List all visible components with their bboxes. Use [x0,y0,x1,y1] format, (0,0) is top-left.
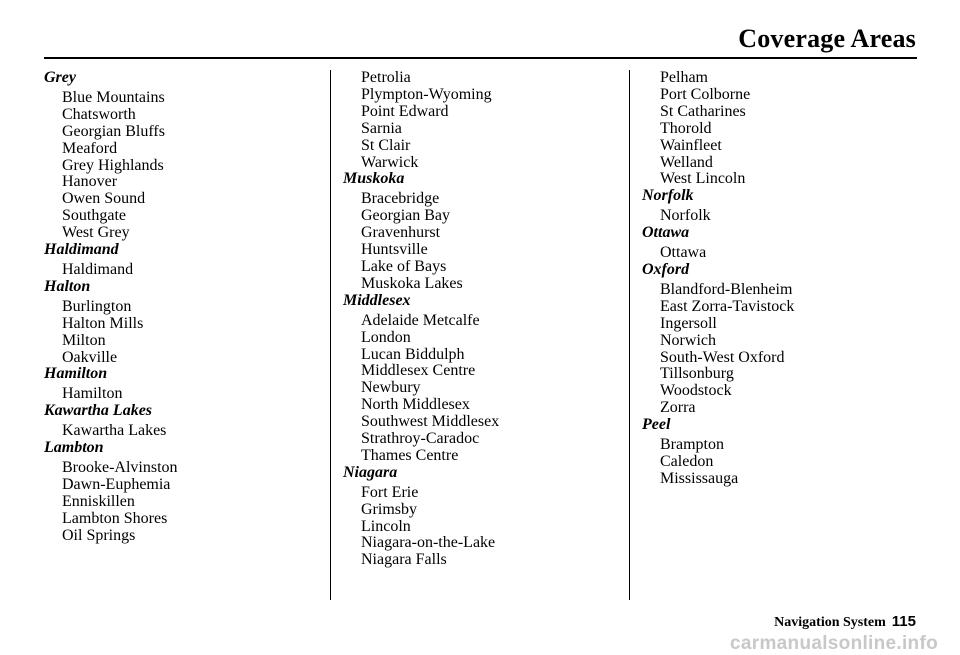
town-item: Georgian Bluffs [62,122,165,140]
town-item: Blandford-Blenheim [660,280,793,298]
region-group [44,279,314,367]
town-item: Fort Erie [361,483,419,501]
town-item: Plympton-Wyoming [361,85,492,103]
town-item: South-West Oxford [660,348,785,366]
town-item: Dawn-Euphemia [62,475,171,493]
town-list [44,299,314,367]
town-list [642,208,912,225]
region-heading: Hamilton [44,365,108,383]
town-item: Lambton Shores [62,509,168,527]
town-list [44,460,314,545]
town-item: Hamilton [62,385,123,403]
town-item: Lincoln [361,517,411,535]
town-list [44,262,314,279]
column-divider [330,70,331,600]
region-group [44,366,314,403]
town-item: Halton Mills [62,314,144,332]
town-list [642,70,912,188]
region-heading: Oxford [642,260,690,278]
town-item: Oakville [62,348,118,366]
town-item: Thorold [660,119,712,137]
town-item: Point Edward [361,102,449,120]
region-group [44,440,314,544]
town-item: London [361,328,411,346]
region-group [642,417,912,488]
town-item: Niagara Falls [361,551,447,569]
footer-label: Navigation System [774,615,886,630]
town-item: Georgian Bay [361,207,451,225]
page-footer [774,613,916,631]
town-item: West Grey [62,224,130,242]
region-heading: Middlesex [343,291,411,309]
region-group [642,70,912,188]
town-item: Thames Centre [361,446,459,464]
town-item: Brampton [660,436,724,454]
town-item: Enniskillen [62,492,135,510]
town-list [642,437,912,488]
town-item: Blue Mountains [62,88,165,106]
town-item: Hanover [62,173,118,191]
town-item: Huntsville [361,241,428,259]
town-item: North Middlesex [361,396,470,414]
column-divider [629,70,630,600]
town-item: Grey Highlands [62,156,164,174]
region-group [343,293,613,465]
town-item: Owen Sound [62,190,146,208]
town-list [44,90,314,242]
town-item: Welland [660,153,713,171]
town-item: Tillsonburg [660,365,734,383]
region-heading: Norfolk [642,187,694,205]
region-group [642,188,912,225]
town-item: Lucan Biddulph [361,345,465,363]
town-list [642,245,912,262]
coverage-column-2 [343,70,613,569]
coverage-column-1 [44,70,314,544]
town-item: Southgate [62,207,126,225]
town-item: Adelaide Metcalfe [361,311,480,329]
town-item: Newbury [361,379,421,397]
region-group [44,70,314,242]
town-list [44,386,314,403]
region-group [44,242,314,279]
town-list [343,70,613,171]
town-item: Milton [62,331,106,349]
town-item: Chatsworth [62,105,136,123]
town-list [343,485,613,570]
region-heading: Ottawa [642,224,690,242]
town-item: Port Colborne [660,85,751,103]
coverage-column-3 [642,70,912,488]
region-heading: Kawartha Lakes [44,402,153,420]
region-heading: Haldimand [44,241,119,259]
town-item: Sarnia [361,119,402,137]
town-item: East Zorra-Tavistock [660,297,795,315]
town-item: Kawartha Lakes [62,422,167,440]
town-item: Oil Springs [62,526,136,544]
town-item: Bracebridge [361,190,440,208]
region-heading: Grey [44,69,76,86]
town-item: Zorra [660,399,696,417]
town-item: St Catharines [660,102,746,120]
town-item: Mississauga [660,469,739,487]
page-title: Coverage Areas [738,24,916,53]
town-item: Gravenhurst [361,224,441,242]
town-item: Brooke-Alvinston [62,458,178,476]
town-list [343,313,613,465]
region-heading: Halton [44,277,91,295]
region-group [343,70,613,171]
town-list [44,423,314,440]
region-group [343,465,613,569]
page-number: 115 [891,613,916,630]
town-item: Ottawa [660,244,707,262]
region-group [343,171,613,292]
town-item: Meaford [62,139,118,157]
town-item: Wainfleet [660,136,722,154]
header-rule [44,57,917,59]
town-item: Caledon [660,452,714,470]
town-item: Norwich [660,331,716,349]
town-item: Niagara-on-the-Lake [361,534,496,552]
town-item: Ingersoll [660,314,717,332]
town-list [642,282,912,417]
region-heading: Lambton [44,439,104,457]
town-item: St Clair [361,136,411,154]
town-item: Strathroy-Caradoc [361,430,480,448]
town-item: Grimsby [361,500,417,518]
region-heading: Niagara [343,463,398,481]
watermark-logo: carmanualsonline.info [730,633,938,654]
town-list [343,191,613,292]
town-item: Woodstock [660,382,732,400]
town-item: Southwest Middlesex [361,413,500,431]
town-item: West Lincoln [660,170,746,188]
town-item: Middlesex Centre [361,362,476,380]
town-item: Pelham [660,69,708,86]
town-item: Burlington [62,297,132,315]
region-group [642,262,912,417]
town-item: Petrolia [361,69,411,86]
town-item: Muskoka Lakes [361,274,463,292]
town-item: Haldimand [62,260,134,278]
town-item: Lake of Bays [361,257,447,275]
town-item: Warwick [361,153,419,171]
region-heading: Peel [642,416,671,434]
region-group [642,225,912,262]
town-item: Norfolk [660,207,711,225]
region-heading: Muskoka [343,170,405,188]
region-group [44,403,314,440]
